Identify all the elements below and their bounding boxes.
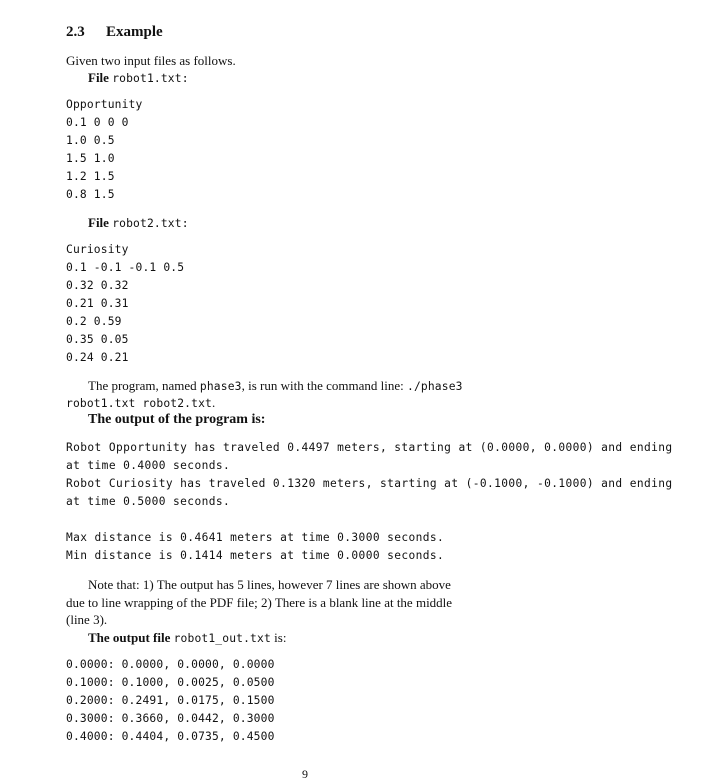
program-description: [88, 377, 463, 395]
code-line: 0.1 -0.1 -0.1 0.5: [66, 261, 185, 274]
output-file-heading: [88, 629, 286, 647]
program-name: phase3: [199, 380, 242, 393]
code-line: 0.2000: 0.2491, 0.0175, 0.1500: [66, 694, 275, 707]
code-line: 1.5 1.0: [66, 152, 115, 165]
file1-name: robot1.txt:: [112, 72, 189, 85]
code-line: 1.0 0.5: [66, 134, 115, 147]
file1-heading: [88, 69, 189, 87]
output-line: Robot Curiosity has traveled 0.1320 meters, starting at (-0.1000, -0.1000) and ending: [66, 477, 673, 490]
page-number: 9: [302, 767, 308, 781]
code-line: 0.35 0.05: [66, 333, 129, 346]
code-line: 0.3000: 0.3660, 0.0442, 0.3000: [66, 712, 275, 725]
output-file-label: The output file: [88, 630, 171, 645]
output-line: at time 0.5000 seconds.: [66, 495, 231, 508]
output-heading: The output of the program is:: [88, 412, 266, 427]
code-line: 0.1 0 0 0: [66, 116, 129, 129]
prose-fragment: The program, named: [88, 378, 200, 393]
code-line: 0.24 0.21: [66, 351, 129, 364]
section-number: 2.3: [66, 24, 85, 40]
file1-label: File: [88, 70, 109, 85]
output-file-name: robot1_out.txt: [173, 632, 271, 645]
prose-fragment: , is run with the command line:: [241, 378, 407, 393]
prose-fragment: is:: [270, 630, 287, 645]
program-description-line2: [66, 394, 215, 412]
output-line: Robot Opportunity has traveled 0.4497 meters, starting at (0.0000, 0.0000) and ending: [66, 441, 673, 454]
note-line: (line 3).: [66, 612, 108, 627]
code-line: 1.2 1.5: [66, 170, 115, 183]
command-part2: robot1.txt robot2.txt: [66, 397, 212, 410]
note-line: due to line wrapping of the PDF file; 2) There is a blank line at the middle: [66, 595, 453, 610]
code-line: Opportunity: [66, 98, 143, 111]
command-part1: ./phase3: [407, 380, 463, 393]
code-line: 0.21 0.31: [66, 297, 129, 310]
file2-label: File: [88, 215, 109, 230]
output-line: Max distance is 0.4641 meters at time 0.3000 seconds.: [66, 531, 445, 544]
file2-name: robot2.txt:: [112, 217, 189, 230]
section-title: Example: [106, 24, 163, 40]
note-line: Note that: 1) The output has 5 lines, however 7 lines are shown above: [88, 577, 451, 592]
file2-heading: [88, 214, 189, 232]
code-line: 0.2 0.59: [66, 315, 122, 328]
prose-fragment: .: [211, 395, 216, 410]
intro-text: Given two input files as follows.: [66, 53, 236, 68]
code-line: 0.1000: 0.1000, 0.0025, 0.0500: [66, 676, 275, 689]
code-line: 0.32 0.32: [66, 279, 129, 292]
output-line: Min distance is 0.1414 meters at time 0.0000 seconds.: [66, 549, 445, 562]
code-line: Curiosity: [66, 243, 129, 256]
code-line: 0.4000: 0.4404, 0.0735, 0.4500: [66, 730, 275, 743]
code-line: 0.8 1.5: [66, 188, 115, 201]
output-line: at time 0.4000 seconds.: [66, 459, 231, 472]
code-line: 0.0000: 0.0000, 0.0000, 0.0000: [66, 658, 275, 671]
section-heading: [66, 24, 163, 41]
